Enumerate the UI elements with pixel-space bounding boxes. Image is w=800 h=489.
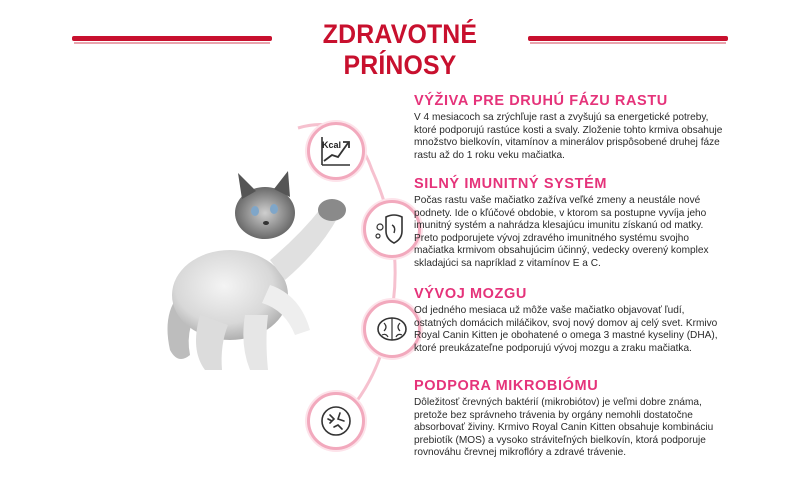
- benefit-text: Počas rastu vaše mačiatko zažíva veľké zmeny a neustále nové podnety. Ide o kľúčové obdobie, v ktorom sa postupne vyvíja jeho imunitný systém a nahrádza klesajúcu imunitu získanú od matky. Preto podporujete vývoj zdravého imunitného systému svojho mačiatka krmivom obsahujúcim účinný, vedecky overený komplex skladajúci sa napríklad z vitamínov E a C.: [414, 195, 709, 269]
- benefit-growth: [414, 93, 724, 162]
- benefit-brain: [414, 286, 724, 355]
- benefit-text: Dôležitosť črevných baktérií (mikrobiótov) je veľmi dobre známa, pretože bez správneho trávenia by orgány nemohli dostatočne absorbovať živiny. Krmivo Royal Canin Kitten obsahuje kombináciu prebiotík (MOS) a vysoko stráviteľných bielkovín, ktorá podporuje rovnováhu črevnej mikroflóry a zdravé trávenie.: [414, 397, 714, 459]
- benefit-text: Od jedného mesiaca už môže vaše mačiatko objavovať ľudí, ostatných domácich miláčikov, svoj nový domov aj celý svet. Krmivo Royal Canin Kitten je obohatené o omega 3 mastné kyseliny (DHA), ktoré preukázateľne podporujú vývoj mozgu a zraku mačiatka.: [414, 305, 718, 354]
- kcal-growth-icon: [307, 122, 365, 180]
- brain-icon: [363, 300, 421, 358]
- benefit-immunity: [414, 176, 724, 271]
- benefit-microbiome: [414, 378, 724, 460]
- microbiome-icon: [307, 392, 365, 450]
- kcal-label: Kcal: [322, 140, 342, 150]
- benefit-title: SILNÝ IMUNITNÝ SYSTÉM: [414, 176, 608, 192]
- benefit-title: VÝVOJ MOZGU: [414, 286, 527, 302]
- kitten-illustration: [150, 165, 360, 380]
- benefit-title: PODPORA MIKROBIÓMU: [414, 378, 599, 394]
- page-title: ZDRAVOTNÉ PRÍNOSY: [322, 19, 478, 80]
- benefit-text: V 4 mesiacoch sa zrýchľuje rast a zvyšujú sa energetické potreby, ktoré podporujú rastúce kosti a svaly. Zloženie tohto krmiva obsahuje množstvo bielkovín, vitamínov a minerálov prispôsobené druhej fáze rastu až do 1 roku veku mačiatka.: [414, 112, 723, 161]
- benefit-title: VÝŽIVA PRE DRUHÚ FÁZU RASTU: [414, 93, 668, 109]
- shield-icon: [363, 200, 421, 258]
